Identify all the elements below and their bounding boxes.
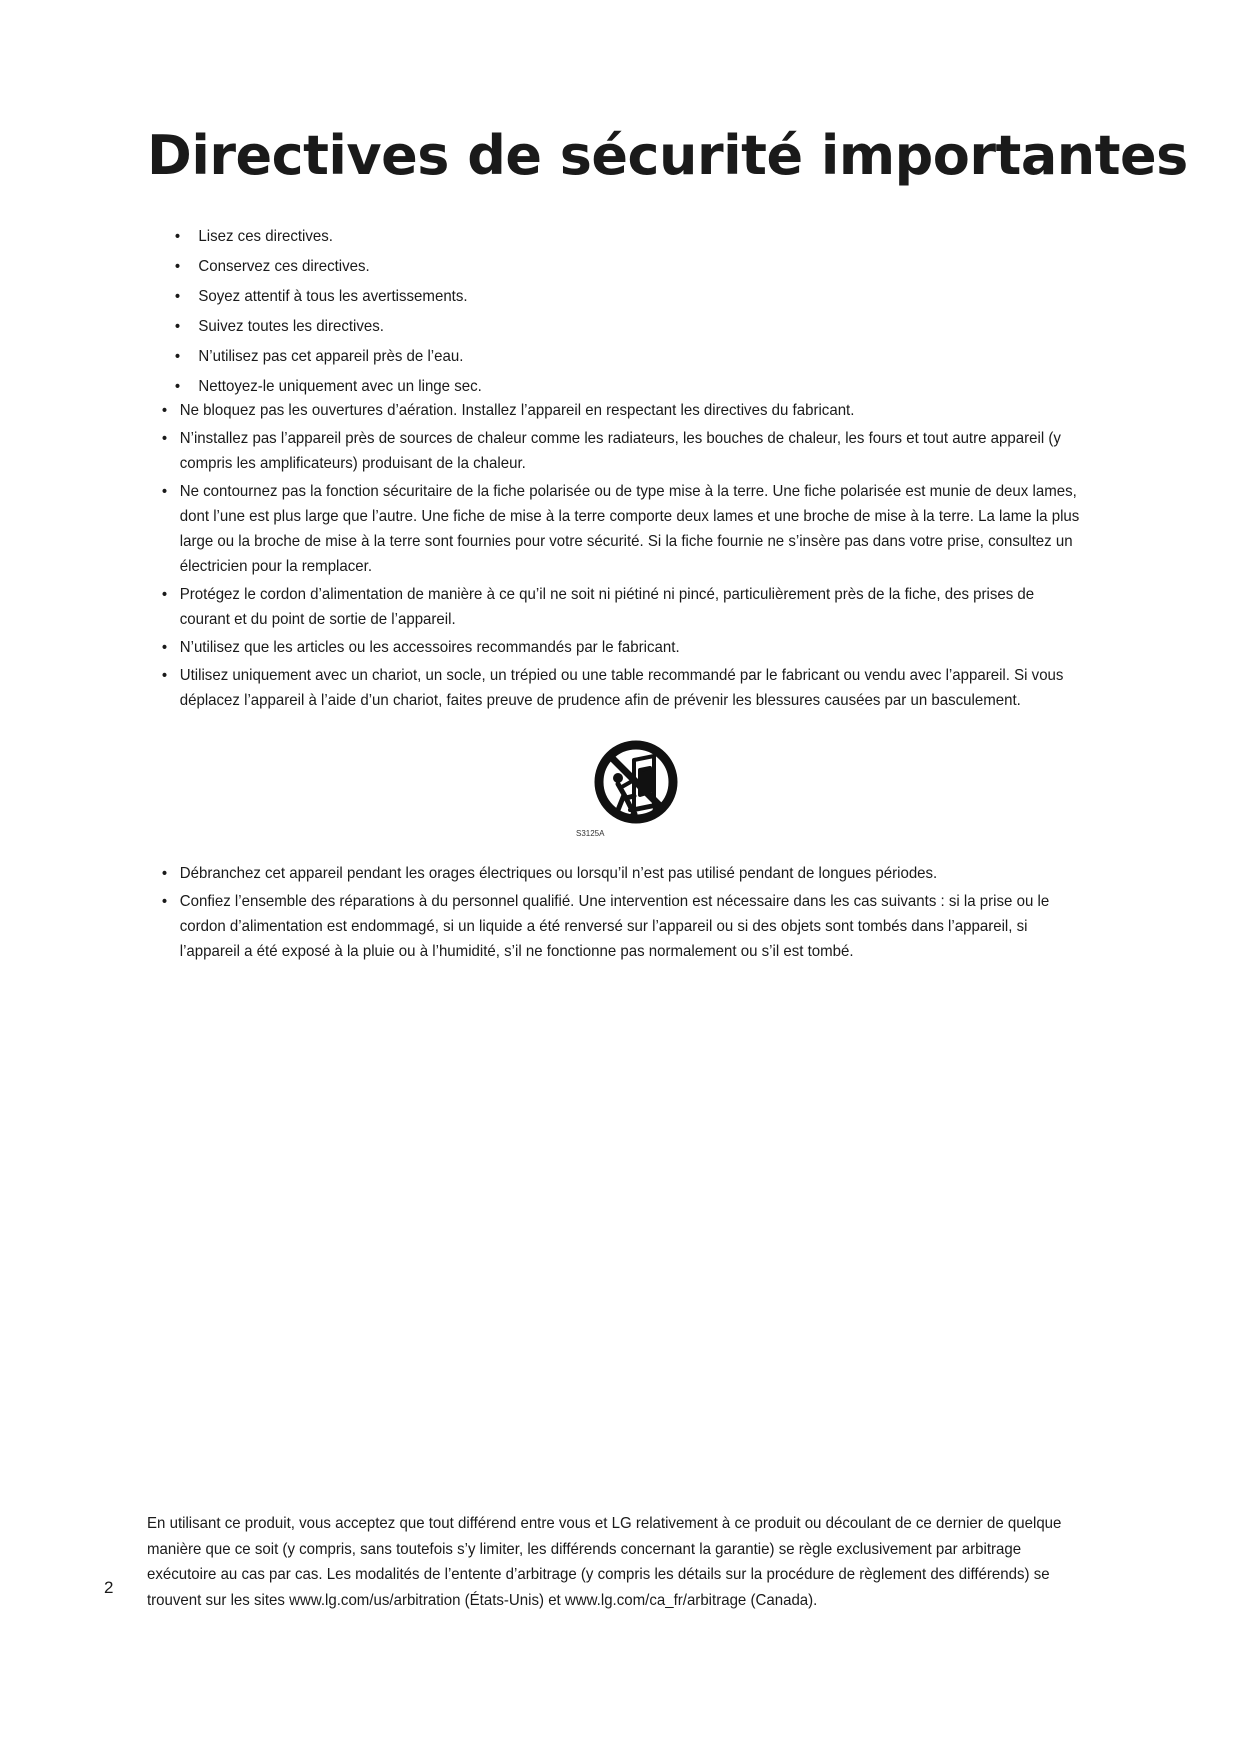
list-item <box>160 426 1081 476</box>
list-item-text: Ne contournez pas la fonction sécuritaire de la fiche polarisée ou de type mise à la terre. Une fiche polarisée est munie de deux lames, dont l’une est plus large que l’autre. Une fiche de mise à la terre comporte deux lames et une broche de mise à la terre. La lame la plus large ou la broche de mise à la terre sont fournies pour votre sécurité. Si la fiche fournie ne s’insère pas dans votre prise, consultez un électricien pour la remplacer. <box>179 483 1080 575</box>
list-item <box>160 861 1081 886</box>
list-item-text: Protégez le cordon d’alimentation de manière à ce qu’il ne soit ni piétiné ni pincé, particulièrement près de la fiche, des prises de courant et du point de sortie de l’appareil. <box>179 586 1035 628</box>
short-instructions-list <box>173 224 1094 404</box>
list-item <box>173 374 1094 399</box>
figure-code: S3125A <box>576 829 605 838</box>
bullet-icon: • <box>161 483 168 500</box>
list-item <box>173 344 1094 369</box>
bullet-icon: • <box>174 348 181 365</box>
bullet-icon: • <box>161 865 168 882</box>
bullet-icon: • <box>161 639 168 656</box>
list-item-text: Lisez ces directives. <box>198 228 333 245</box>
bullet-icon: • <box>174 378 181 395</box>
list-item-text: N’installez pas l’appareil près de sources de chaleur comme les radiateurs, les bouches de chaleur, les fours et tout autre appareil (y compris les amplificateurs) produisant de la chaleur. <box>179 430 1061 472</box>
bullet-icon: • <box>161 402 168 419</box>
list-item-text: Suivez toutes les directives. <box>198 318 384 335</box>
bullet-icon: • <box>174 288 181 305</box>
list-item-text: Utilisez uniquement avec un chariot, un socle, un trépied ou une table recommandé par le fabricant ou vendu avec l’appareil. Si vous déplacez l’appareil à l’aide d’un chariot, faites preuve de prudence afin de prévenir les blessures causées par un basculement. <box>179 667 1064 709</box>
page-title: Directives de sécurité importantes <box>147 124 1188 187</box>
bullet-icon: • <box>161 893 168 910</box>
list-item-text: Nettoyez-le uniquement avec un linge sec. <box>198 378 482 395</box>
list-item <box>160 663 1081 713</box>
bullet-icon: • <box>174 228 181 245</box>
list-item <box>160 479 1081 579</box>
additional-instructions-list <box>160 861 1081 967</box>
bullet-icon: • <box>161 667 168 684</box>
list-item-text: N’utilisez que les articles ou les accessoires recommandés par le fabricant. <box>179 639 680 656</box>
arbitration-notice: En utilisant ce produit, vous acceptez que tout différend entre vous et LG relativement à ce produit ou découlant de ce dernier de quelque manière que ce soit (y compris, sans toutefois s’y limiter, les différends concernant la garantie) se règle exclusivement par arbitrage exécutoire au cas par cas. Les modalités de l’entente d’arbitrage (y compris les détails sur la procédure de règlement des différends) se trouvent sur les sites www.lg.com/us/arbitration (États-Unis) et www.lg.com/ca_fr/arbitrage (Canada). <box>147 1515 1062 1609</box>
list-item <box>173 254 1094 279</box>
list-item <box>173 224 1094 249</box>
list-item <box>160 582 1081 632</box>
list-item <box>173 314 1094 339</box>
bullet-icon: • <box>161 586 168 603</box>
page-number: 2 <box>104 1578 114 1597</box>
cart-tip-over-warning-icon <box>574 740 698 840</box>
list-item-text: Soyez attentif à tous les avertissements. <box>198 288 468 305</box>
list-item <box>173 284 1094 309</box>
bullet-icon: • <box>161 430 168 447</box>
detailed-instructions-list <box>160 398 1081 716</box>
list-item-text: Ne bloquez pas les ouvertures d’aération. Installez l’appareil en respectant les directives du fabricant. <box>179 402 855 419</box>
list-item-text: N’utilisez pas cet appareil près de l’eau. <box>198 348 464 365</box>
list-item <box>160 635 1081 660</box>
bullet-icon: • <box>174 258 181 275</box>
list-item <box>160 398 1081 423</box>
list-item-text: Débranchez cet appareil pendant les orages électriques ou lorsqu’il n’est pas utilisé pendant de longues périodes. <box>179 865 938 882</box>
list-item-text: Conservez ces directives. <box>198 258 370 275</box>
list-item <box>160 889 1081 964</box>
bullet-icon: • <box>174 318 181 335</box>
list-item-text: Confiez l’ensemble des réparations à du personnel qualifié. Une intervention est nécessaire dans les cas suivants : si la prise ou le cordon d’alimentation est endommagé, si un liquide a été renversé sur l’appareil ou si des objets sont tombés dans l’appareil, si l’appareil a été exposé à la pluie ou à l’humidité, s’il ne fonctionne pas normalement ou s’il est tombé. <box>179 893 1050 960</box>
